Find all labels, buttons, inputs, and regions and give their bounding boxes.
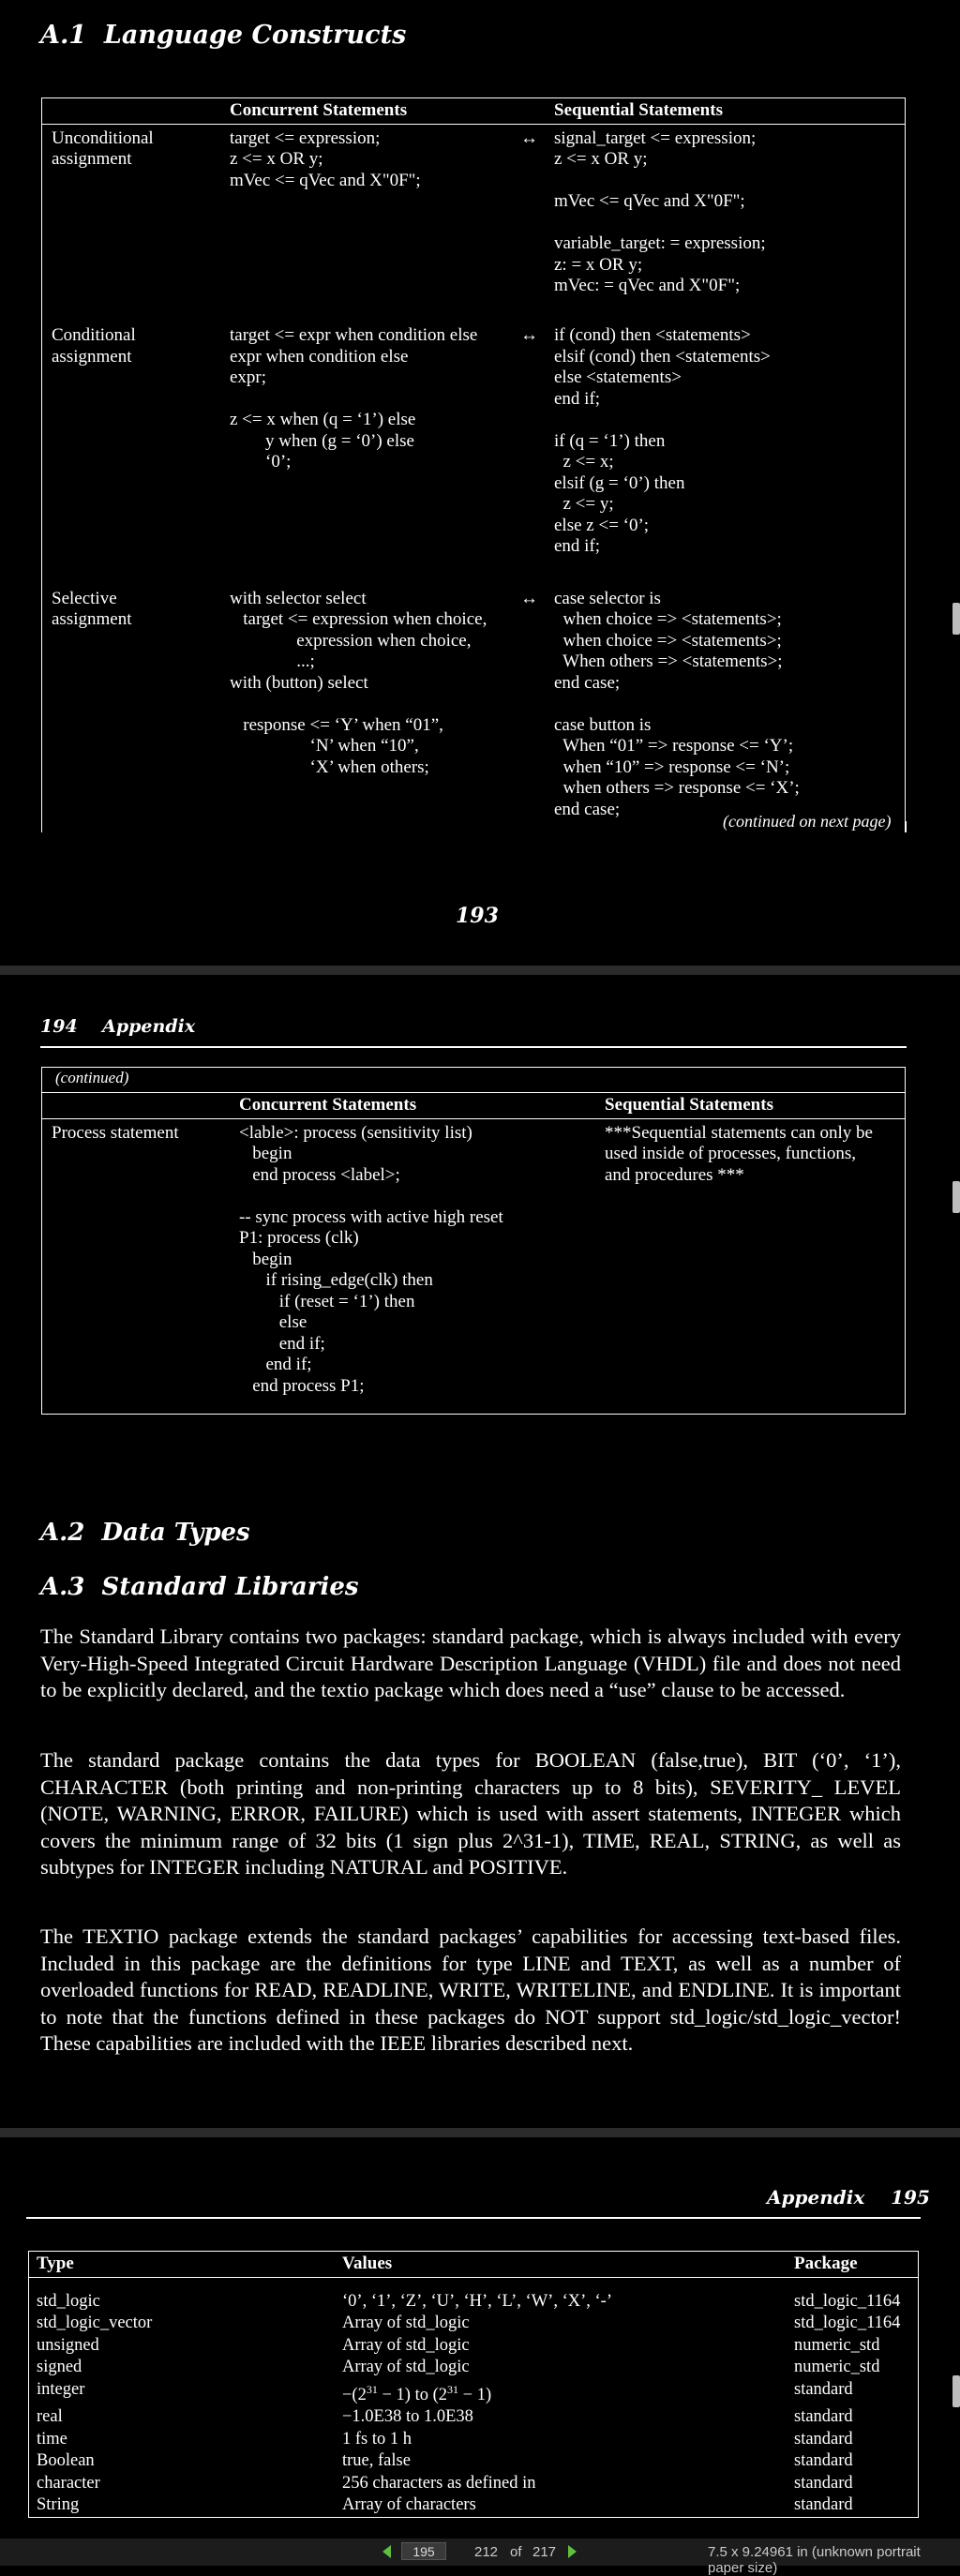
section-heading-a3: A.3 Standard Libraries bbox=[40, 1573, 359, 1601]
process-statement-table bbox=[41, 1092, 906, 1415]
section-heading-a2: A.2 Data Types bbox=[40, 1519, 250, 1547]
package-cell: std_logic_1164 bbox=[794, 2291, 901, 2311]
package-cell: standard bbox=[794, 2407, 853, 2427]
values-cell: Array of std_logic bbox=[342, 2358, 470, 2376]
row-label-line: assignment bbox=[52, 149, 132, 169]
values-cell: Array of std_logic bbox=[342, 2314, 470, 2332]
page-separator bbox=[0, 2128, 960, 2137]
sequential-code-line: when “10” => response <= ‘N’; bbox=[554, 756, 790, 777]
package-cell: standard bbox=[794, 2473, 853, 2493]
concurrent-code-line: target <= expr when condition else bbox=[230, 325, 478, 346]
values-cell: ‘0’, ‘1’, ‘Z’, ‘U’, ‘H’, ‘L’, ‘W’, ‘X’, ‘-’ bbox=[342, 2291, 612, 2311]
values-cell: Array of characters bbox=[342, 2495, 476, 2515]
table-row bbox=[29, 2473, 919, 2495]
header-sequential: Sequential Statements bbox=[605, 1095, 773, 1115]
type-cell: time bbox=[37, 2429, 68, 2449]
values-cell: −1.0E38 to 1.0E38 bbox=[342, 2407, 473, 2427]
header-concurrent: Concurrent Statements bbox=[239, 1095, 417, 1115]
row-label-process: Process statement bbox=[52, 1122, 179, 1143]
header-rule bbox=[26, 2217, 921, 2219]
values-cell: $-(2^{31} - 1)$ to $(2^{31} - 1)$ bbox=[342, 2382, 492, 2404]
sequential-note-line: used inside of processes, functions, bbox=[605, 1144, 857, 1163]
package-cell: numeric_std bbox=[794, 2335, 880, 2355]
header-concurrent: Concurrent Statements bbox=[230, 100, 408, 120]
concurrent-code-line: z <= x when (q = ‘1’) else bbox=[230, 410, 416, 430]
concurrent-code-line: target <= expression when choice, bbox=[230, 609, 488, 630]
concurrent-code-line: ...; bbox=[230, 651, 315, 672]
row-label-line: Conditional bbox=[52, 325, 136, 346]
concurrent-code-line: ‘X’ when others; bbox=[230, 756, 429, 777]
concurrent-code-line: expr when condition else bbox=[230, 346, 409, 367]
concurrent-code-line: end if; bbox=[239, 1333, 325, 1354]
sequential-code-line bbox=[554, 410, 895, 431]
sequential-code-line: if (cond) then <statements> bbox=[554, 325, 751, 346]
type-cell: unsigned bbox=[37, 2335, 99, 2355]
sequential-note-line: and procedures *** bbox=[605, 1164, 744, 1185]
concurrent-code-line: z <= x OR y; bbox=[230, 149, 323, 169]
sequential-code-line bbox=[554, 694, 895, 715]
table-row bbox=[29, 2494, 919, 2517]
package-cell: std_logic_1164 bbox=[794, 2314, 901, 2332]
concurrent-code-line bbox=[230, 389, 520, 411]
paragraph-1: The Standard Library contains two packages: standard package, which is always included with every Very-High-Speed Integrated Circuit Hardware Description Language (VHDL) file and does not need to be explicitly declared, and the textio package which does need a “use” clause to be accessed. bbox=[40, 1625, 901, 1701]
values-cell: 1 fs to 1 h bbox=[342, 2429, 412, 2449]
concurrent-code-line: with selector select bbox=[230, 588, 367, 608]
values-cell: true, false bbox=[342, 2451, 411, 2471]
continued-note: (continued on next page) bbox=[723, 812, 892, 831]
sequential-code-line: elsif (cond) then <statements> bbox=[554, 346, 771, 367]
sequential-code-line: variable_target: = expression; bbox=[554, 233, 766, 253]
concurrent-code-line: ‘N’ when “10”, bbox=[230, 736, 419, 756]
process-concurrent-cell bbox=[239, 1118, 605, 1415]
scrollbar-thumb[interactable] bbox=[952, 2375, 960, 2407]
concurrent-code-line: else bbox=[239, 1312, 308, 1332]
table-row bbox=[42, 585, 906, 831]
header-values: Values bbox=[342, 2254, 393, 2273]
total-pages: 217 bbox=[532, 2544, 557, 2560]
sequential-code-line: case selector is bbox=[554, 588, 661, 608]
header-rule bbox=[40, 1046, 907, 1048]
type-cell: signed bbox=[37, 2358, 82, 2376]
sequential-code-line: z: = x OR y; bbox=[554, 254, 643, 275]
sequential-code-line bbox=[554, 171, 895, 192]
equivalence-arrow: ↔ bbox=[520, 325, 538, 346]
sequential-code-line: signal_target <= expression; bbox=[554, 127, 757, 148]
sequential-note-line: ***Sequential statements can only be bbox=[605, 1122, 873, 1143]
concurrent-code-line: expression when choice, bbox=[230, 630, 472, 651]
row-label-line: Unconditional bbox=[52, 127, 154, 148]
sequential-code-line: mVec <= qVec and X"0F"; bbox=[554, 191, 745, 211]
section-heading-a1: A.1 Language Constructs bbox=[40, 21, 407, 50]
next-page-icon[interactable] bbox=[568, 2545, 577, 2558]
table-row bbox=[29, 2450, 919, 2473]
values-cell: 256 characters as defined in bbox=[342, 2473, 536, 2493]
values-cell: Array of std_logic bbox=[342, 2335, 470, 2355]
concurrent-code-line: begin bbox=[239, 1249, 292, 1269]
pdf-page-194 bbox=[0, 975, 960, 2128]
header-package: Package bbox=[794, 2254, 858, 2273]
header-type: Type bbox=[37, 2254, 74, 2273]
sequential-code-line: end case; bbox=[554, 672, 621, 693]
sequential-code-line: when choice => <statements>; bbox=[554, 630, 782, 651]
sequential-code-line: elsif (g = ‘0’) then bbox=[554, 472, 685, 493]
concurrent-code-line: with (button) select bbox=[230, 672, 368, 693]
concurrent-code-line bbox=[230, 694, 520, 715]
continued-box bbox=[41, 1067, 906, 1092]
status-bar bbox=[0, 2539, 960, 2576]
sequential-code-line: mVec: = qVec and X"0F"; bbox=[554, 276, 741, 295]
type-cell: character bbox=[37, 2473, 100, 2493]
concurrent-code-line: <lable>: process (sensitivity list) bbox=[239, 1122, 472, 1143]
row-label-line: Selective bbox=[52, 588, 117, 608]
concurrent-code-line: end process P1; bbox=[239, 1375, 365, 1396]
row-label-line: assignment bbox=[52, 609, 132, 630]
sequential-code-line: else <statements> bbox=[554, 367, 682, 388]
concurrent-code-line: if rising_edge(clk) then bbox=[239, 1270, 433, 1290]
sequential-code-line: z <= x OR y; bbox=[554, 149, 648, 169]
type-cell: std_logic bbox=[37, 2291, 100, 2311]
data-types-table bbox=[28, 2251, 919, 2518]
scrollbar-thumb[interactable] bbox=[952, 603, 960, 635]
page-label: 212 bbox=[474, 2544, 499, 2560]
sequential-code-line: end case; bbox=[554, 799, 621, 819]
concurrent-code-line: y when (g = ‘0’) else bbox=[230, 430, 414, 451]
concurrent-code-line: if (reset = ‘1’) then bbox=[239, 1291, 415, 1311]
continued-label: (continued) bbox=[55, 1069, 129, 1086]
table-row bbox=[42, 124, 906, 322]
concurrent-code-line bbox=[239, 1186, 605, 1207]
sequential-code-line: case button is bbox=[554, 714, 652, 735]
concurrent-code-line: end if; bbox=[239, 1355, 312, 1374]
running-head: Appendix 195 bbox=[767, 2186, 930, 2209]
concurrent-code-line: mVec <= qVec and X"0F"; bbox=[230, 170, 421, 190]
paragraph-3: The TEXTIO package extends the standard packages’ capabilities for accessing text-based files. Included in this package are the definitions for type LINE and TEXT, as well as a number of overloaded functions for READ, READLINE, WRITE, WRITELINE, and ENDLINE. It is important to note that the functions defined in these packages do NOT support std_logic/std_logic_vector! These capabilities are included with the IEEE libraries described next. bbox=[40, 1925, 901, 2055]
concurrent-code-line: response <= ‘Y’ when “01”, bbox=[230, 714, 443, 735]
page-number-input[interactable] bbox=[401, 2542, 446, 2560]
type-cell: std_logic_vector bbox=[37, 2314, 153, 2332]
process-sequential-cell bbox=[605, 1118, 906, 1415]
table-row bbox=[29, 2357, 919, 2379]
table-row bbox=[42, 322, 906, 585]
sequential-code-line: end if; bbox=[554, 536, 601, 557]
of-label: of bbox=[510, 2544, 522, 2560]
concurrent-code-line: P1: process (clk) bbox=[239, 1228, 359, 1248]
concurrent-code-line: target <= expression; bbox=[230, 127, 381, 148]
sequential-code-line: z <= x; bbox=[554, 452, 614, 472]
sequential-code-line: when choice => <statements>; bbox=[554, 609, 782, 630]
type-cell: String bbox=[37, 2495, 80, 2515]
package-cell: numeric_std bbox=[794, 2358, 880, 2376]
equivalence-arrow: ↔ bbox=[520, 127, 538, 148]
table-row bbox=[29, 2335, 919, 2358]
sequential-code-line: else z <= ‘0’; bbox=[554, 515, 650, 535]
paper-size: 7.5 x 9.24961 in (unknown portrait paper size) bbox=[708, 2544, 921, 2576]
equivalence-arrow: ↔ bbox=[520, 588, 538, 608]
row-label-line: assignment bbox=[52, 346, 132, 367]
sequential-code-line: end if; bbox=[554, 388, 601, 409]
table-row bbox=[29, 2429, 919, 2451]
type-cell: Boolean bbox=[37, 2451, 95, 2471]
concurrent-code-line: -- sync process with active high reset bbox=[239, 1206, 503, 1227]
concurrent-code-line: expr; bbox=[230, 367, 267, 388]
running-head: 194 Appendix bbox=[40, 1016, 196, 1037]
sequential-code-line: When “01” => response <= ‘Y’; bbox=[554, 736, 794, 756]
language-constructs-table bbox=[41, 97, 906, 831]
package-cell: standard bbox=[794, 2429, 853, 2449]
header-sequential: Sequential Statements bbox=[554, 100, 723, 120]
package-cell: standard bbox=[794, 2495, 853, 2515]
table-row bbox=[29, 2313, 919, 2335]
page-number: 193 bbox=[456, 904, 499, 928]
concurrent-code-line: begin bbox=[239, 1144, 292, 1163]
pdf-page-195 bbox=[0, 2137, 960, 2539]
scrollbar-thumb[interactable] bbox=[952, 1181, 960, 1213]
paragraph-2: The standard package contains the data types for BOOLEAN (false,true), BIT (‘0’, ‘1’), CHARACTER (both printing and non-printing characters up to 8 bits), SEVERITY_ LEVEL (NOTE, WARNING, ERROR, FAILURE) which is used with assert statements, INTEGER which covers the minimum range of 32 bits (1 sign plus 2^31-1), TIME, REAL, STRING, as well as subtypes for INTEGER including NATURAL and POSITIVE. bbox=[40, 1748, 901, 1879]
sequential-code-line: when others => response <= ‘X’; bbox=[554, 778, 800, 799]
sequential-code-line bbox=[554, 213, 895, 234]
concurrent-code-line: ‘0’; bbox=[230, 452, 292, 472]
sequential-code-line: z <= y; bbox=[554, 494, 614, 515]
prev-page-icon[interactable] bbox=[382, 2545, 391, 2558]
table-row bbox=[29, 2277, 919, 2313]
package-cell: standard bbox=[794, 2379, 853, 2399]
sequential-code-line: When others => <statements>; bbox=[554, 651, 783, 672]
pdf-page-193 bbox=[0, 0, 960, 966]
table-row bbox=[29, 2406, 919, 2429]
type-cell: real bbox=[37, 2407, 63, 2427]
page-separator bbox=[0, 966, 960, 975]
type-cell: integer bbox=[37, 2379, 85, 2399]
table-row bbox=[29, 2379, 919, 2407]
package-cell: standard bbox=[794, 2451, 853, 2471]
concurrent-code-line: end process <label>; bbox=[239, 1164, 400, 1185]
sequential-code-line: if (q = ‘1’) then bbox=[554, 430, 666, 451]
